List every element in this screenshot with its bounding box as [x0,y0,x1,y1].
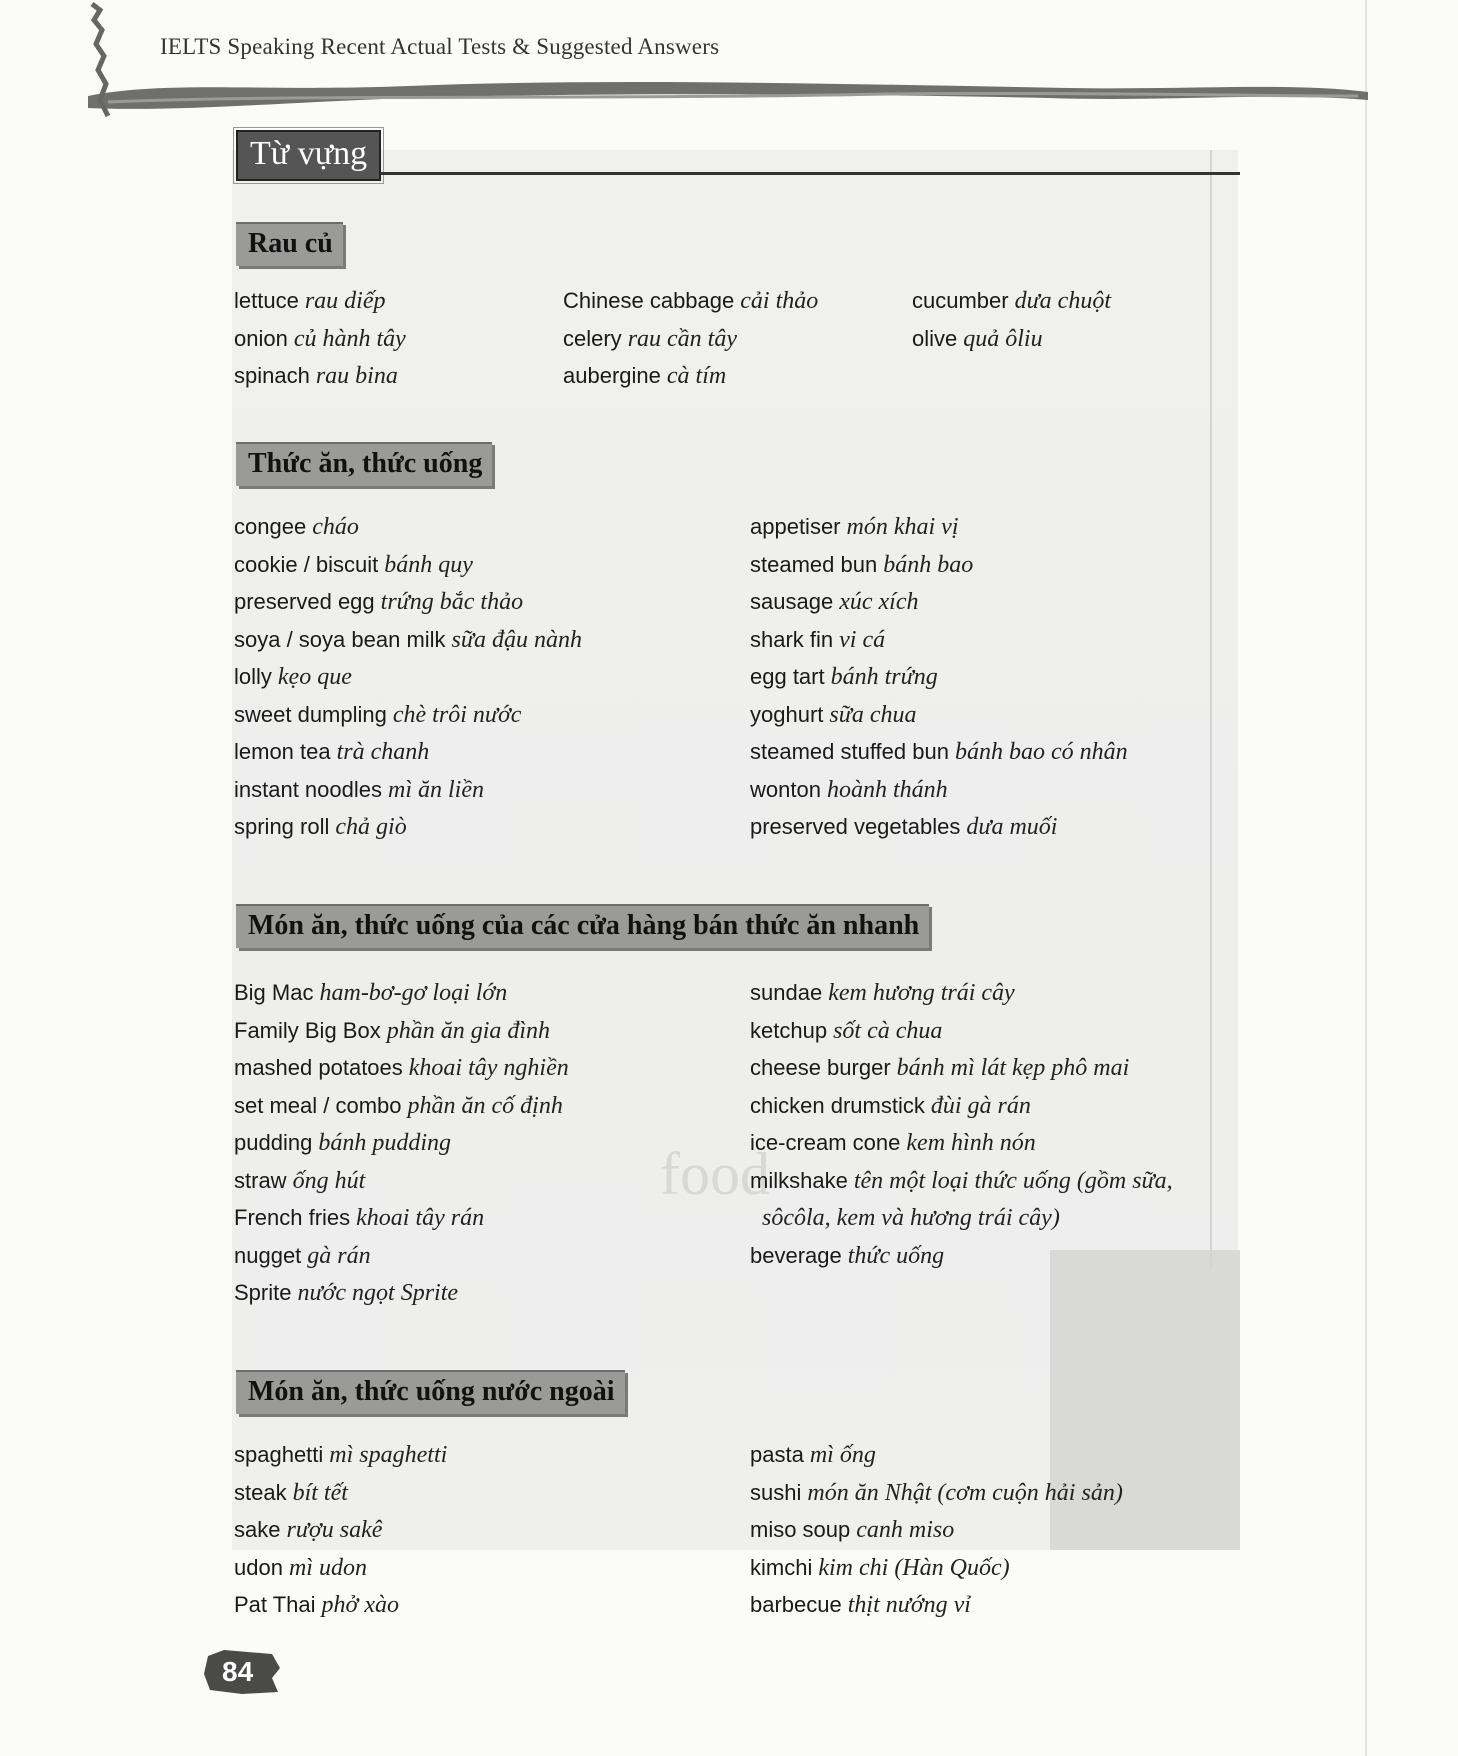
vocab-entry: appetiser món khai vị [750,514,959,540]
vocab-entry: Big Mac ham-bơ-gơ loại lớn [234,980,508,1006]
vocab-entry: pudding bánh pudding [234,1130,451,1156]
page-number: 84 [222,1656,254,1687]
vocab-heading: Từ vựng [236,130,381,181]
vocab-entry: lolly kẹo que [234,664,352,690]
vocab-entry: yoghurt sữa chua [750,701,917,728]
vocab-entry: set meal / combo phần ăn cố định [234,1092,563,1119]
vocab-entry: ice-cream cone kem hình nón [750,1130,1036,1156]
vocab-entry: soya / soya bean milk sữa đậu nành [234,626,582,653]
watermark: food [660,1141,770,1207]
vocab-entry: straw ống hút [234,1167,366,1194]
vocab-entry-continuation: sôcôla, kem và hương trái cây) [762,1205,1060,1231]
vocab-rule [380,172,1240,175]
vocab-entry: spring roll chả giò [234,814,407,840]
section-heading-vegetables: Rau củ [236,222,343,266]
spine-decoration [86,0,116,120]
vocab-entry: Sprite nước ngọt Sprite [234,1280,459,1306]
vocab-entry: Chinese cabbage cải thảo [563,288,819,314]
vocab-entry: cheese burger bánh mì lát kẹp phô mai [750,1055,1130,1081]
vocab-entry: lettuce rau diếp [234,288,386,314]
vocab-entry: aubergine cà tím [563,363,727,389]
section-heading-food-drinks: Thức ăn, thức uống [236,442,492,486]
vocab-entry: steamed bun bánh bao [750,551,974,578]
vocab-entry: French fries khoai tây rán [234,1205,485,1231]
vocab-entry: spinach rau bina [234,363,398,389]
vocab-entry: mashed potatoes khoai tây nghiền [234,1055,569,1081]
vocab-entry: chicken drumstick đùi gà rán [750,1092,1031,1119]
section-vegetables-col-1 [234,282,406,395]
book-title: IELTS Speaking Recent Actual Tests & Suggested Answers [160,34,720,59]
crop-mark [1365,0,1367,1756]
vocab-entry: beverage thức uống [750,1242,945,1269]
vocab-entry: barbecue thịt nướng vỉ [750,1592,971,1618]
vocab-entry: sausage xúc xích [750,589,919,615]
vocab-entry: kimchi kim chi (Hàn Quốc) [750,1554,1010,1581]
vocab-entry: sake rượu sakê [234,1517,383,1543]
vocab-entry: sushi món ăn Nhật (cơm cuộn hải sản) [750,1479,1123,1506]
vocab-entry: miso soup canh miso [750,1517,955,1543]
vocab-entry: sundae kem hương trái cây [750,980,1015,1006]
section-heading-foreign-food: Món ăn, thức uống nước ngoài [236,1370,625,1414]
vocab-entry: milkshake tên một loại thức uống (gồm sữa, [750,1167,1173,1194]
vocab-entry: sweet dumpling chè trôi nước [234,701,522,728]
vocab-entry: preserved vegetables dưa muối [750,814,1058,840]
vocab-entry: Pat Thai phở xào [234,1592,400,1618]
vocab-entry: onion củ hành tây [234,325,406,352]
section-vegetables-col-3 [912,282,1111,357]
section-heading-fast-food: Món ăn, thức uống của các cửa hàng bán thức ăn nhanh [236,904,929,948]
vocab-entry: preserved egg trứng bắc thảo [234,589,524,615]
vocab-entry: cucumber dưa chuột [912,288,1112,314]
vocab-entry: Family Big Box phần ăn gia đình [234,1017,551,1044]
vocab-entry: olive quả ôliu [912,325,1043,352]
vocab-entry: egg tart bánh trứng [750,664,938,690]
section-foreign-food-col-1 [234,1436,447,1624]
section-fast-food-col-2 [750,974,1173,1274]
vocab-entry: congee cháo [234,514,359,540]
section-food-drinks-col-2 [750,508,1128,846]
background-rule [1210,150,1212,1270]
vocab-entry: instant noodles mì ăn liền [234,776,484,803]
vocab-entry: wonton hoành thánh [750,776,948,803]
vocab-entry: lemon tea trà chanh [234,739,430,765]
vocab-entry: shark fin vi cá [750,626,886,653]
brush-stroke [88,78,1368,112]
section-food-drinks-col-1 [234,508,582,846]
vocab-entry: nugget gà rán [234,1242,371,1269]
vocab-entry: steamed stuffed bun bánh bao có nhân [750,739,1128,765]
vocab-entry: celery rau cần tây [563,325,737,352]
vocab-entry: spaghetti mì spaghetti [234,1442,448,1468]
section-vegetables-col-2 [563,282,818,395]
section-foreign-food-col-2 [750,1436,1123,1624]
vocab-entry: steak bít tết [234,1479,348,1506]
section-fast-food-col-1 [234,974,569,1312]
vocab-entry: pasta mì ống [750,1442,876,1468]
vocab-entry: ketchup sốt cà chua [750,1017,943,1044]
vocab-entry: udon mì udon [234,1554,367,1581]
vocab-entry: cookie / biscuit bánh quy [234,551,473,578]
